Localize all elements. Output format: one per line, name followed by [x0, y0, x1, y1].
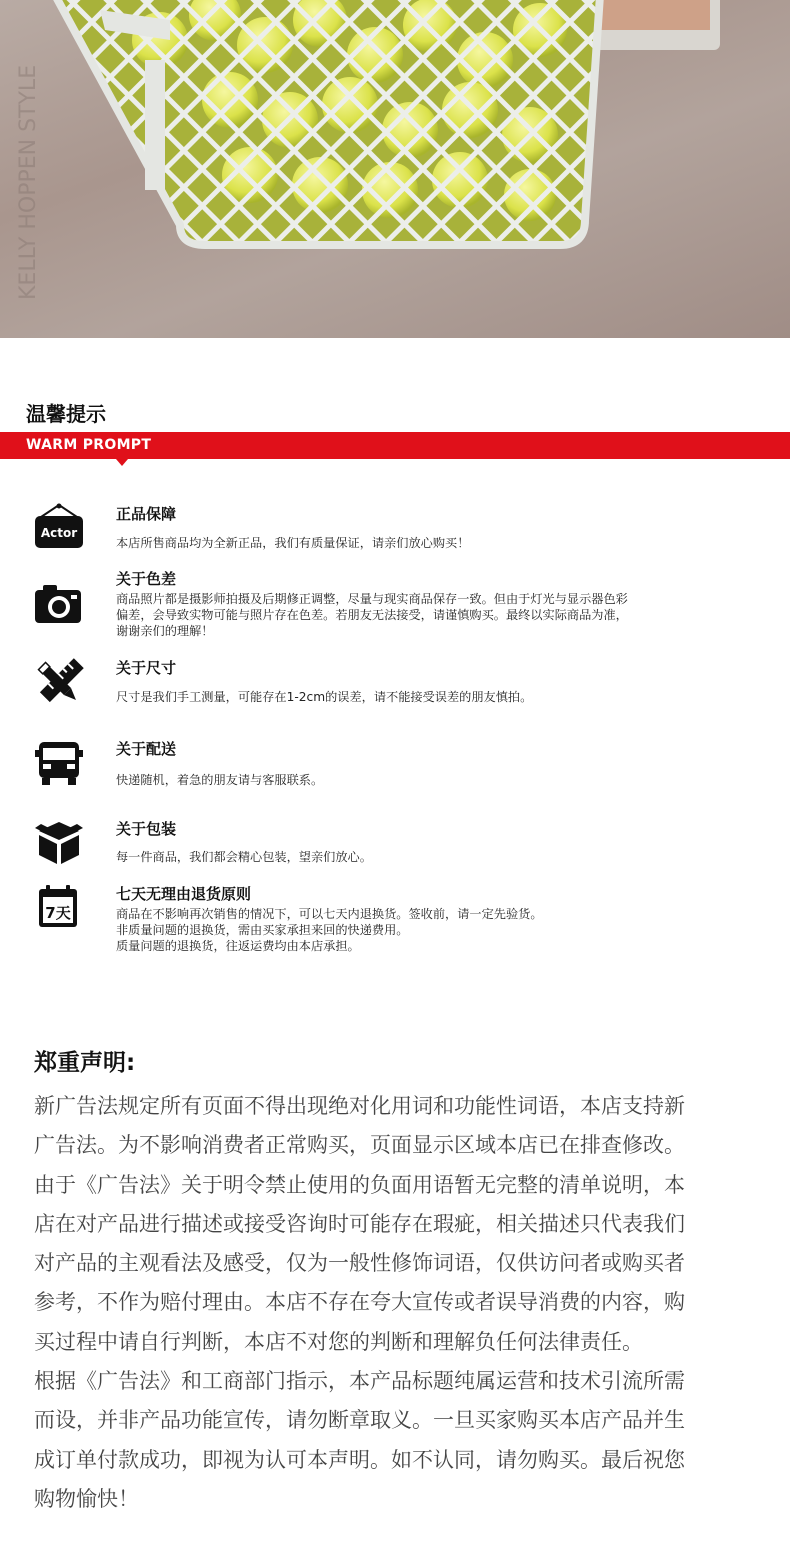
warm-prompt-heading: 温馨提示 — [26, 402, 106, 426]
declaration-line: 成订单付款成功，即视为认可本声明。如不认同，请勿购买。最后祝您 — [34, 1447, 685, 1472]
item-desc-line: 快递随机，着急的朋友请与客服联系。 — [116, 773, 324, 787]
declaration-line: 买过程中请自行判断，本店不对您的判断和理解负任何法律责任。 — [34, 1329, 643, 1354]
item-desc — [116, 849, 776, 865]
item-desc-line: 偏差，会导致实物可能与照片存在色差。若朋友无法接受，请谨慎购买。最终以实际商品为准， — [116, 608, 628, 622]
item-title: 关于色差 — [116, 570, 177, 588]
delivery-truck-icon — [33, 738, 85, 790]
calendar-text: 7天 — [45, 904, 71, 922]
basket-illustration — [0, 0, 790, 338]
item-desc — [116, 689, 776, 705]
item-desc — [116, 535, 776, 551]
item-desc-line: 商品在不影响再次销售的情况下，可以七天内退换货。签收前，请一定先验货。 — [116, 907, 543, 921]
item-title: 关于包装 — [116, 820, 177, 838]
item-desc — [116, 906, 776, 954]
declaration-line: 新广告法规定所有页面不得出现绝对化用词和功能性词语，本店支持新 — [34, 1094, 685, 1118]
actor-sign-icon — [33, 503, 85, 555]
declaration-title: 郑重声明: — [34, 1050, 136, 1076]
item-title: 关于尺寸 — [116, 659, 177, 677]
wall-lettering: KELLY HOPPEN STYLE — [16, 64, 41, 300]
item-desc-line: 尺寸是我们手工测量，可能存在1-2cm的误差，请不能接受误差的朋友慎拍。 — [116, 690, 533, 704]
item-desc-line: 本店所售商品均为全新正品，我们有质量保证，请亲们放心购买！ — [116, 536, 470, 550]
product-photo — [0, 0, 790, 338]
item-desc-line: 质量问题的退换货，往返运费均由本店承担。 — [116, 939, 360, 953]
declaration-line: 而设，并非产品功能宣传，请勿断章取义。一旦买家购买本店产品并生 — [34, 1408, 685, 1433]
seven-day-calendar-icon — [33, 883, 85, 935]
declaration-line: 广告法。为不影响消费者正常购买，页面显示区域本店已在排查修改。 — [34, 1133, 685, 1158]
declaration-line: 购物愉快！ — [34, 1486, 139, 1511]
banner-pointer — [116, 459, 128, 466]
item-desc-line: 每一件商品，我们都会精心包装，望亲们放心。 — [116, 850, 372, 864]
pencil-ruler-icon — [33, 657, 85, 709]
item-desc — [116, 772, 776, 788]
declaration-line: 参考，不作为赔付理由。本店不存在夸大宣传或者误导消费的内容，购 — [34, 1290, 685, 1315]
item-title: 七天无理由退货原则 — [116, 885, 252, 903]
camera-icon — [33, 580, 85, 632]
item-desc-line: 谢谢亲们的理解！ — [116, 624, 214, 638]
item-desc — [116, 591, 776, 639]
declaration-body — [34, 1087, 760, 1519]
item-desc-line: 非质量问题的退换货，需由买家承担来回的快递费用。 — [116, 923, 409, 937]
declaration-line: 由于《广告法》关于明令禁止使用的负面用语暂无完整的清单说明，本 — [34, 1172, 685, 1197]
declaration-line: 根据《广告法》和工商部门指示，本产品标题纯属运营和技术引流所需 — [34, 1369, 685, 1394]
package-box-icon — [33, 818, 85, 870]
actor-sign-text: Actor — [40, 526, 78, 540]
declaration-line: 对产品的主观看法及感受，仅为一般性修饰词语，仅供访问者或购买者 — [34, 1251, 685, 1276]
declaration-line: 店在对产品进行描述或接受咨询时可能存在瑕疵，相关描述只代表我们 — [34, 1211, 685, 1236]
warm-prompt-banner-label: WARM PROMPT — [26, 437, 152, 453]
item-desc-line: 商品照片都是摄影师拍摄及后期修正调整，尽量与现实商品保存一致。但由于灯光与显示器色彩 — [116, 592, 628, 606]
item-title: 正品保障 — [116, 505, 177, 523]
item-title: 关于配送 — [116, 740, 177, 758]
